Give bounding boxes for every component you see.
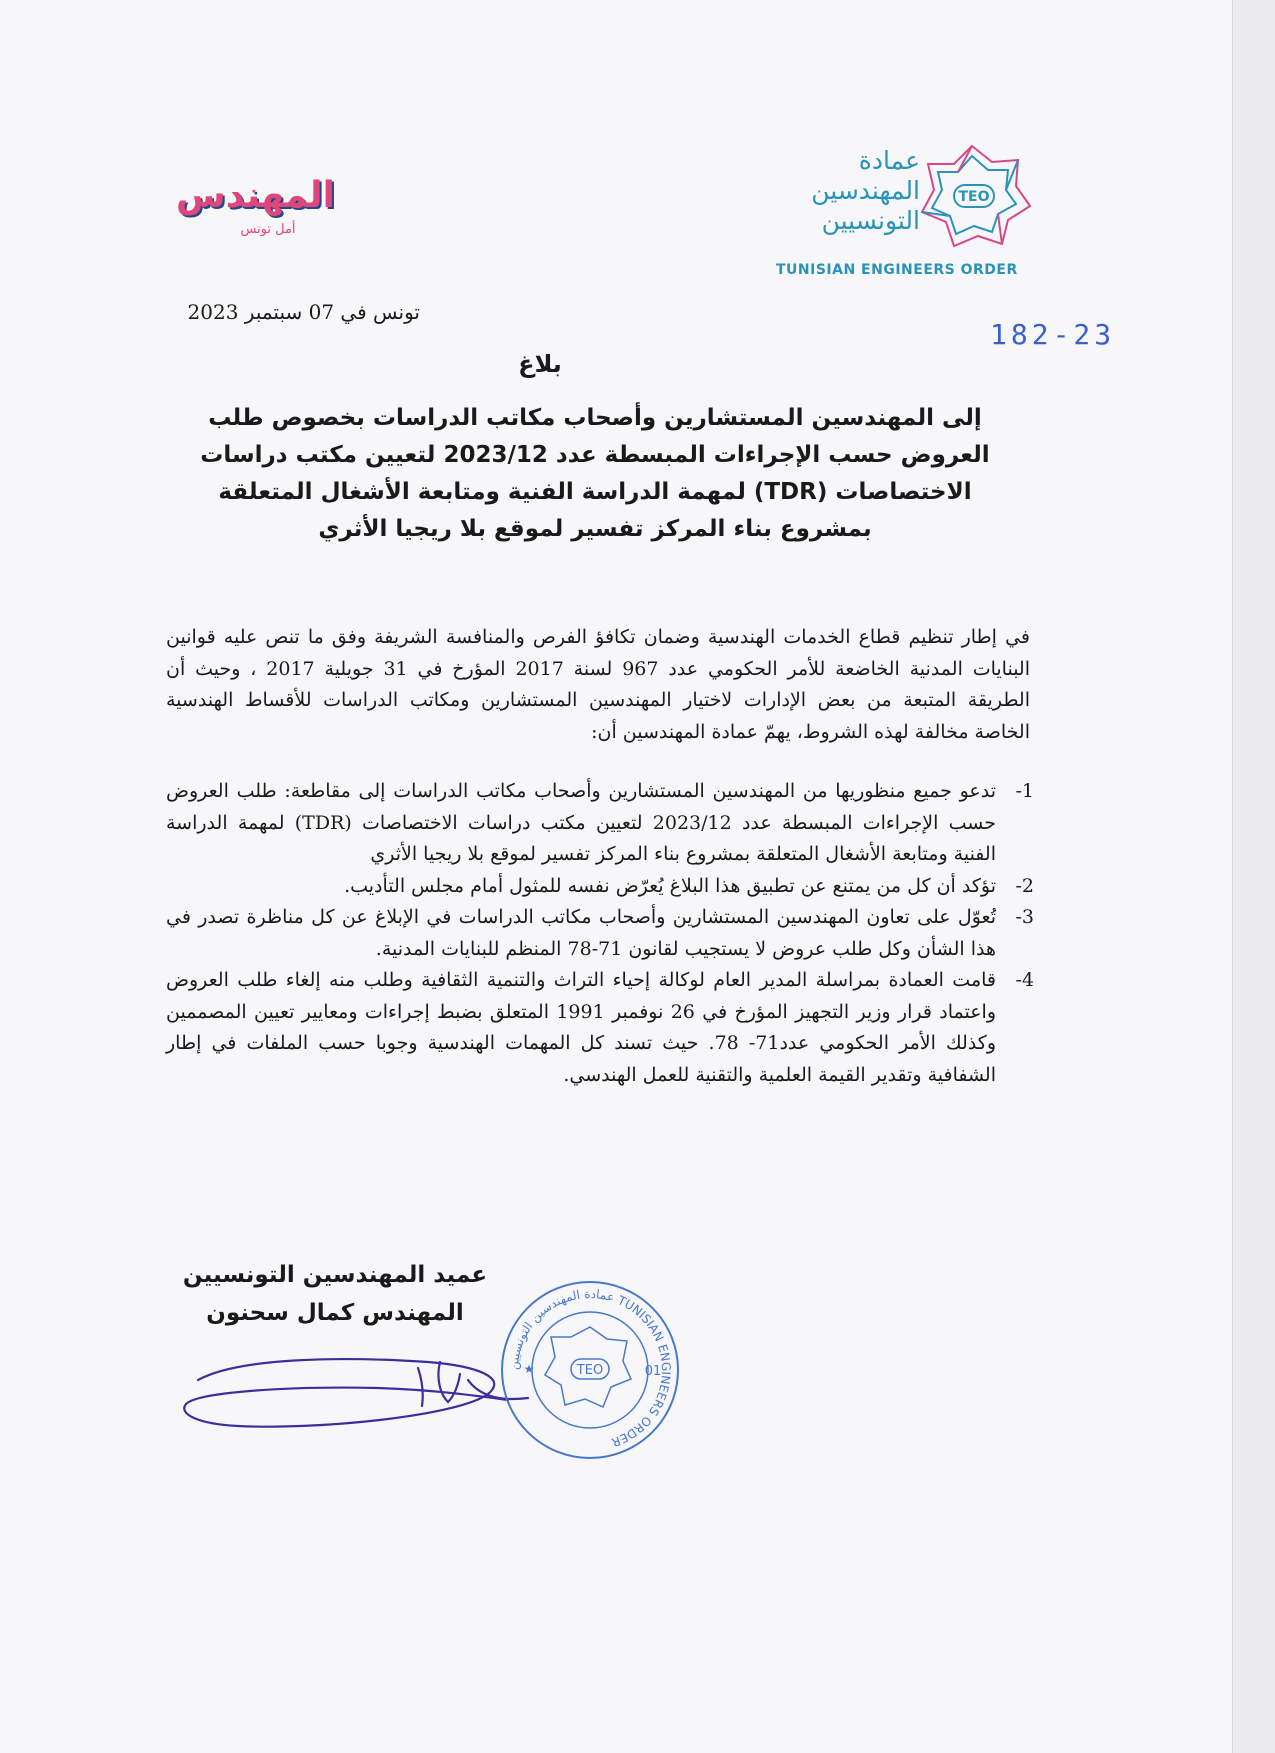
signatory-block: [170, 1256, 500, 1332]
star-icon: ★: [523, 1362, 535, 1376]
intro-paragraph: في إطار تنظيم قطاع الخدمات الهندسية وضمان تكافؤ الفرص والمنافسة الشريفة وفق ما تنص عليه قوانين البنايات المدنية الخاضعة للأمر الحكومي عدد 967 لسنة 2017 المؤرخ في 31 جويلية 2017 ، وحيث أن الطريقة المتبعة من بعض الإدارات لاختيار المهندسين المستشارين ومكاتب الدراسات للأقساط الهندسية الخاصة مخالفة لهذه الشروط، يهمّ عمادة المهندسين أن:: [166, 626, 1030, 743]
teo-arabic-line: التونسيين: [821, 206, 920, 235]
teo-logo: [770, 140, 1030, 280]
official-stamp: [495, 1275, 685, 1465]
stamp-code: 01: [644, 1364, 662, 1379]
decision-list: [166, 776, 1034, 1091]
list-item-number: 1-: [1015, 780, 1034, 802]
document-heading: بلاغ: [518, 350, 562, 378]
teo-arabic-line: عمادة: [858, 146, 920, 175]
stamp-ring-text: عمادة المهندسين التونسيين TUNISIAN ENGINEERS ORDER: [506, 1286, 674, 1450]
handwritten-signature: [178, 1350, 538, 1440]
list-item-text: تدعو جميع منظوريها من المهندسين المستشارين وأصحاب مكاتب الدراسات إلى مقاطعة: طلب العروض حسب الإجراءات المبسطة عدد 2023/12 لتعيين مكتب دراسات الاختصاصات (TDR) لمهمة الدراسة الفنية ومتابعة الأشغال المتعلقة بمشروع بناء المركز تفسير لموقع بلا ريجيا الأثري: [166, 780, 996, 865]
stamp-center-text: TEO: [576, 1363, 604, 1378]
muhandis-tagline: أمل تونس: [240, 222, 296, 237]
document-subject: إلى المهندسين المستشارين وأصحاب مكاتب الدراسات بخصوص طلب العروض حسب الإجراءات المبسطة عدد 2023/12 لتعيين مكتب دراسات الاختصاصات (TDR) لمهمة الدراسة الفنية ومتابعة الأشغال المتعلقة بمشروع بناء المركز تفسير لموقع بلا ريجيا الأثري: [200, 405, 990, 542]
signatory-title: عميد المهندسين التونسيين: [182, 1262, 488, 1288]
list-item: [166, 871, 1034, 903]
list-item: [166, 776, 1034, 871]
muhandis-logo-text: المهندس: [176, 175, 335, 216]
list-item-number: 3-: [1015, 906, 1034, 928]
teo-star-icon: [910, 140, 1035, 250]
list-item-number: 4-: [1015, 969, 1034, 991]
list-item-number: 2-: [1015, 874, 1034, 897]
teo-arabic-line: المهندسين: [811, 176, 920, 205]
teo-english-name: TUNISIAN ENGINEERS ORDER: [776, 262, 1018, 278]
muhandis-logo: [168, 176, 343, 256]
list-item: [166, 965, 1034, 1091]
list-item: [166, 902, 1034, 965]
date-line: تونس في 07 سبتمبر 2023: [187, 300, 420, 324]
teo-arabic-name: [770, 146, 920, 236]
list-item-text: قامت العمادة بمراسلة المدير العام لوكالة إحياء التراث والتنمية الثقافية وطلب منه إلغاء طلب العروض واعتماد قرار وزير التجهيز المؤرخ في 26 نوفمبر 1991 المتعلق بضبط إجراءات ومعايير تعيين المصممين وكذلك الأمر الحكومي عدد71- 78. حيث تسند كل المهمات الهندسية وجوبا حسب الملفات في إطار الشفافية وتقدير القيمة العلمية والتقنية للعمل الهندسي.: [166, 969, 996, 1086]
teo-mark-text: TEO: [958, 189, 990, 205]
reference-number: 182-23: [990, 318, 1116, 351]
scan-edge: [1232, 0, 1275, 1753]
signatory-name: المهندس كمال سحنون: [206, 1300, 464, 1326]
list-item-text: تؤكد أن كل من يمتنع عن تطبيق هذا البلاغ يُعرّض نفسه للمثول أمام مجلس التأديب.: [344, 874, 996, 897]
list-item-text: تُعوّل على تعاون المهندسين المستشارين وأصحاب مكاتب الدراسات في الإبلاغ عن كل مناظرة تصدر في هذا الشأن وكل طلب عروض لا يستجيب لقانون 71-78 المنظم للبنايات المدنية.: [166, 906, 996, 960]
